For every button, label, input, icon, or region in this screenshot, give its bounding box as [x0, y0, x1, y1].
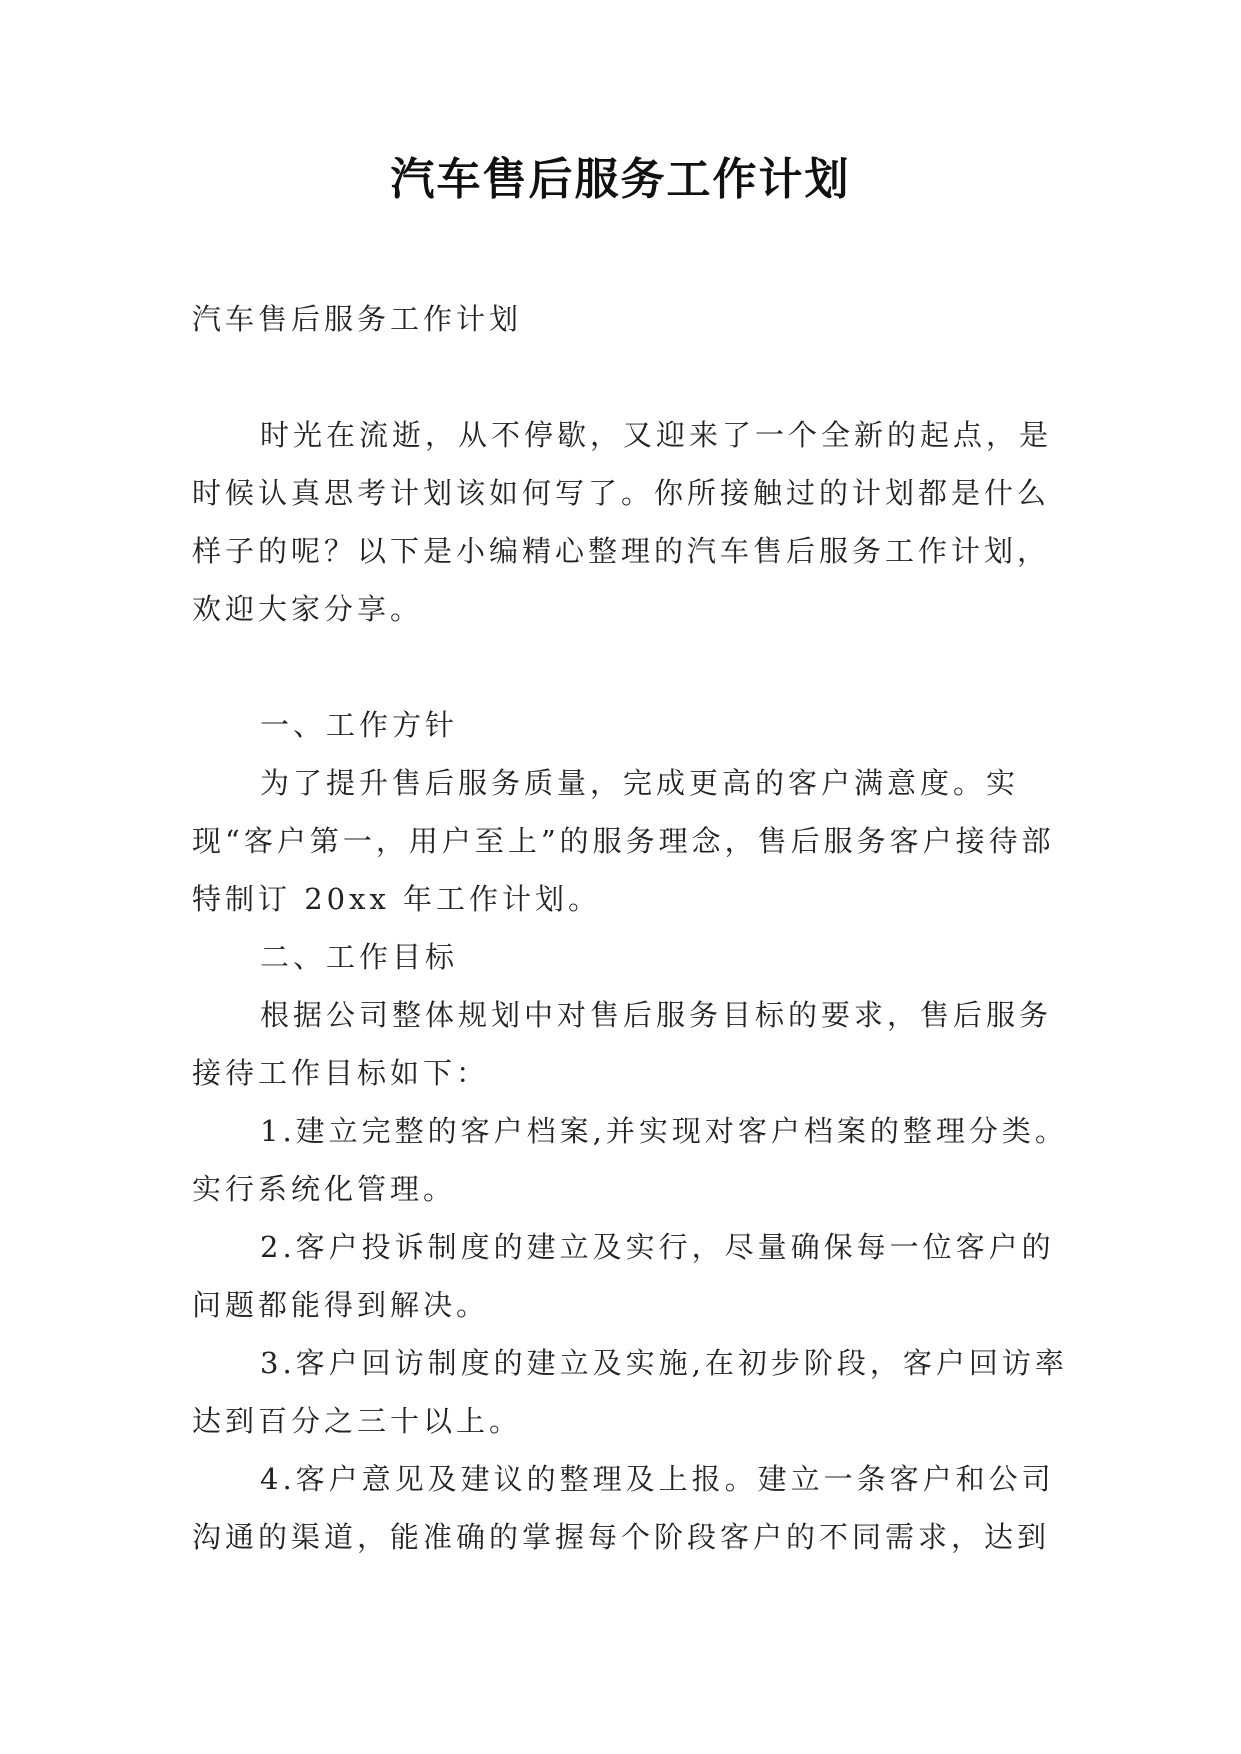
section-2-heading: 二、工作目标: [260, 940, 459, 974]
document-body: [192, 290, 1072, 1566]
section-1-heading: 一、工作方针: [260, 708, 459, 742]
document-subtitle: 汽车售后服务工作计划: [192, 302, 523, 336]
section-1-paragraph: 为了提升售后服务质量，完成更高的客户满意度。实现“客户第一，用户至上”的服务理念，售后服务客户接待部特制订 20xx 年工作计划。: [192, 766, 1055, 916]
section-2-paragraph: 根据公司整体规划中对售后服务目标的要求，售后服务接待工作目标如下：: [192, 998, 1053, 1090]
list-item: 1.建立完整的客户档案,并实现对客户档案的整理分类。实行系统化管理。: [192, 1114, 1068, 1206]
intro-paragraph: 时光在流逝，从不停歇，又迎来了一个全新的起点，是时候认真思考计划该如何写了。你所接触过的计划都是什么样子的呢？以下是小编精心整理的汽车售后服务工作计划，欢迎大家分享。: [192, 418, 1053, 626]
list-item: 3.客户回访制度的建立及实施,在初步阶段，客户回访率达到百分之三十以上。: [192, 1346, 1068, 1438]
document-title: 汽车售后服务工作计划: [390, 154, 851, 205]
list-item: 2.客户投诉制度的建立及实行，尽量确保每一位客户的问题都能得到解决。: [192, 1230, 1055, 1322]
list-item: 4.客户意见及建议的整理及上报。建立一条客户和公司沟通的渠道，能准确的掌握每个阶段客户的不同需求，达到: [192, 1462, 1055, 1554]
